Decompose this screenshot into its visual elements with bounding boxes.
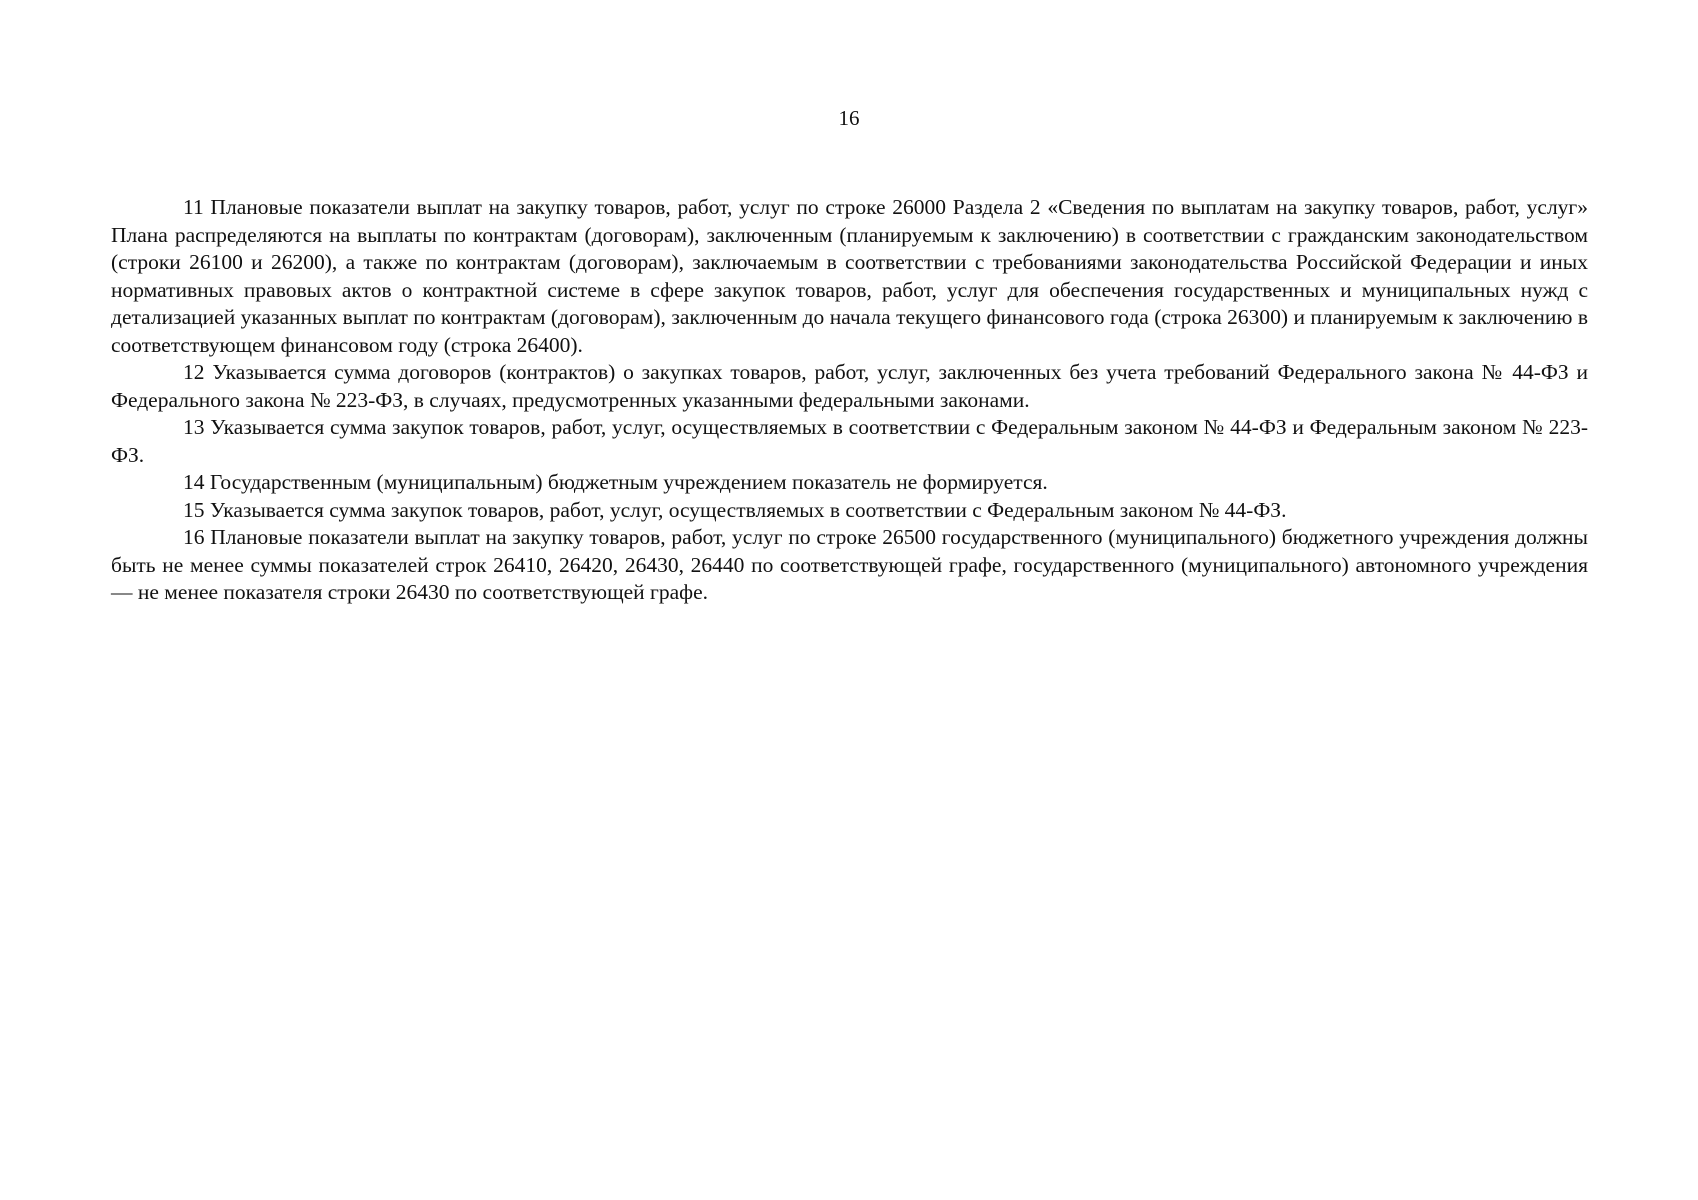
footnotes-section: [111, 194, 1588, 607]
page-number: 16: [838, 106, 860, 130]
footnote-11: 11 Плановые показатели выплат на закупку товаров, работ, услуг по строке 26000 Раздела 2 «Сведения по выплатам на закупку товаров, работ, услуг» Плана распределяются на выплаты по контрактам (договорам), заключенным (планируемым к заключению) в соответствии с гражданским законодательством (строки 26100 и 26200), а также по контрактам (договорам), заключаемым в соответствии с требованиями законодательства Российской Федерации и иных нормативных правовых актов о контрактной системе в сфере закупок товаров, работ, услуг для обеспечения государственных и муниципальных нужд с детализацией указанных выплат по контрактам (договорам), заключенным до начала текущего финансового года (строка 26300) и планируемым к заключению в соответствующем финансовом году (строка 26400).: [111, 195, 1588, 357]
footnote-15: 15 Указывается сумма закупок товаров, работ, услуг, осуществляемых в соответствии с Федеральным законом № 44-ФЗ.: [183, 497, 1287, 522]
footnote-13: 13 Указывается сумма закупок товаров, работ, услуг, осуществляемых в соответствии с Федеральным законом № 44-ФЗ и Федеральным законом № 223-ФЗ.: [111, 415, 1588, 467]
footnote-16: 16 Плановые показатели выплат на закупку товаров, работ, услуг по строке 26500 государственного (муниципального) бюджетного учреждения должны быть не менее суммы показателей строк 26410, 26420, 26430, 26440 по соответствующей графе, государственного (муниципального) автономного учреждения — не менее показателя строки 26430 по соответствующей графе.: [111, 525, 1588, 604]
footnote-12: 12 Указывается сумма договоров (контрактов) о закупках товаров, работ, услуг, заключенных без учета требований Федерального закона № 44-ФЗ и Федерального закона № 223-ФЗ, в случаях, предусмотренных указанными федеральными законами.: [111, 360, 1588, 412]
footnote-14: 14 Государственным (муниципальным) бюджетным учреждением показатель не формируется.: [183, 470, 1048, 494]
